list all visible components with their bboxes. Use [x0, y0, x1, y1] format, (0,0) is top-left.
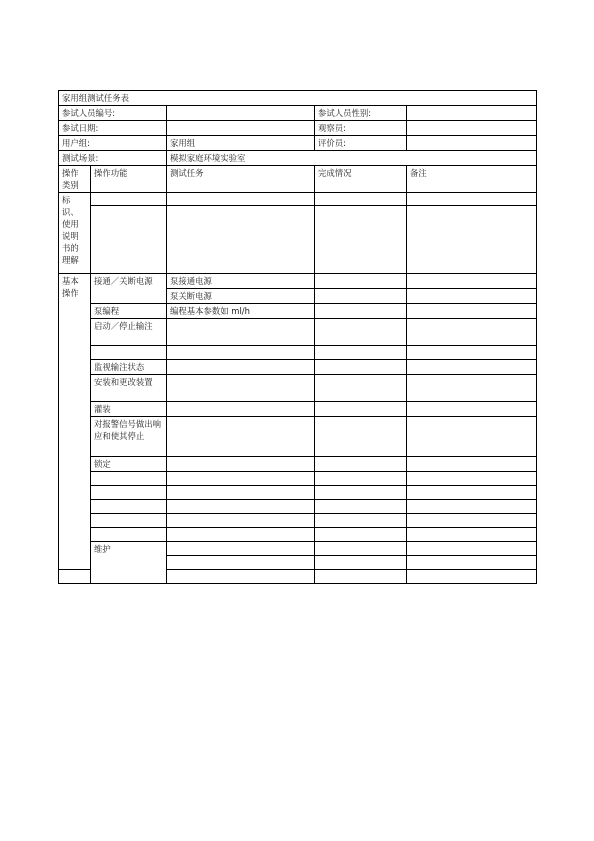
completion-cell[interactable]	[315, 472, 407, 486]
completion-cell[interactable]	[315, 319, 407, 346]
remarks-cell[interactable]	[407, 472, 537, 486]
remarks-cell[interactable]	[407, 457, 537, 472]
task-cell[interactable]	[167, 472, 315, 486]
evaluator-label: 评价员:	[315, 136, 407, 151]
scene-label: 测试场景:	[59, 151, 167, 166]
completion-cell[interactable]	[315, 304, 407, 319]
section-basic-ops: 基本操作	[59, 274, 91, 570]
participant-id-field[interactable]	[167, 106, 315, 121]
user-group-value: 家用组	[167, 136, 315, 151]
completion-cell[interactable]	[315, 417, 407, 457]
completion-cell[interactable]	[315, 500, 407, 514]
function-power: 接通／关断电源	[91, 274, 167, 304]
completion-cell[interactable]	[315, 360, 407, 375]
function-cell[interactable]	[59, 570, 91, 584]
task-cell[interactable]	[167, 402, 315, 417]
task-cell[interactable]	[167, 417, 315, 457]
completion-cell[interactable]	[315, 486, 407, 500]
column-header-remarks: 备注	[407, 166, 537, 193]
task-cell[interactable]	[315, 556, 407, 570]
remarks-cell[interactable]	[407, 375, 537, 402]
remarks-cell[interactable]	[407, 402, 537, 417]
function-cell[interactable]	[91, 486, 167, 500]
remarks-cell[interactable]	[407, 486, 537, 500]
task-cell[interactable]	[167, 319, 315, 346]
remarks-cell[interactable]	[407, 360, 537, 375]
test-date-field[interactable]	[167, 121, 315, 136]
function-programming: 泵编程	[91, 304, 167, 319]
remarks-cell[interactable]	[407, 417, 537, 457]
remarks-cell[interactable]	[407, 206, 537, 274]
function-cell[interactable]	[91, 472, 167, 486]
function-cell[interactable]	[91, 528, 167, 542]
task-cell[interactable]	[167, 457, 315, 472]
completion-cell[interactable]	[315, 528, 407, 542]
task-cell[interactable]	[167, 514, 315, 528]
function-cell[interactable]	[91, 346, 167, 360]
task-cell[interactable]	[315, 542, 407, 556]
task-cell[interactable]	[167, 206, 315, 274]
task-cell[interactable]	[167, 570, 315, 584]
column-header-category: 操作类别	[59, 166, 91, 193]
remarks-cell[interactable]	[407, 289, 537, 304]
function-lock: 锁定	[91, 457, 167, 472]
remarks-cell[interactable]	[407, 514, 537, 528]
task-cell[interactable]	[167, 500, 315, 514]
form-title: 家用组测试任务表	[59, 91, 537, 106]
test-task-form	[58, 90, 537, 584]
evaluator-field[interactable]	[407, 136, 537, 151]
remarks-cell[interactable]	[407, 304, 537, 319]
function-cell[interactable]	[91, 193, 167, 206]
completion-cell[interactable]	[315, 375, 407, 402]
participant-id-label: 参试人员编号:	[59, 106, 167, 121]
completion-cell[interactable]	[315, 402, 407, 417]
completion-cell[interactable]	[315, 570, 407, 584]
observer-label: 观察员:	[315, 121, 407, 136]
section-maintenance: 维护	[91, 542, 167, 584]
task-cell[interactable]	[167, 360, 315, 375]
function-cell[interactable]	[167, 556, 315, 570]
user-group-label: 用户组:	[59, 136, 167, 151]
section-labeling: 标识、使用说明书的理解	[59, 193, 91, 274]
remarks-cell[interactable]	[407, 274, 537, 289]
participant-gender-field[interactable]	[407, 106, 537, 121]
task-cell[interactable]	[167, 528, 315, 542]
completion-cell[interactable]	[407, 542, 537, 556]
function-cell[interactable]	[167, 542, 315, 556]
column-header-task: 测试任务	[167, 166, 315, 193]
test-date-label: 参试日期:	[59, 121, 167, 136]
function-install: 安装和更改装置	[91, 375, 167, 402]
task-cell[interactable]	[167, 346, 315, 360]
task-cell[interactable]	[167, 193, 315, 206]
remarks-cell[interactable]	[407, 193, 537, 206]
task-program-params: 编程基本参数如 ml/h	[167, 304, 315, 319]
participant-gender-label: 参试人员性别:	[315, 106, 407, 121]
function-alarm: 对报警信号做出响应和使其停止	[91, 417, 167, 457]
function-fill: 灌装	[91, 402, 167, 417]
remarks-cell[interactable]	[407, 500, 537, 514]
remarks-cell[interactable]	[407, 319, 537, 346]
column-header-completion: 完成情况	[315, 166, 407, 193]
task-pump-off: 泵关断电源	[167, 289, 315, 304]
remarks-cell[interactable]	[407, 570, 537, 584]
function-monitor: 监视输注状态	[91, 360, 167, 375]
task-pump-on: 泵接通电源	[167, 274, 315, 289]
column-header-function: 操作功能	[91, 166, 167, 193]
completion-cell[interactable]	[315, 346, 407, 360]
function-cell[interactable]	[91, 500, 167, 514]
task-cell[interactable]	[167, 486, 315, 500]
completion-cell[interactable]	[407, 556, 537, 570]
remarks-cell[interactable]	[407, 346, 537, 360]
completion-cell[interactable]	[315, 289, 407, 304]
completion-cell[interactable]	[315, 193, 407, 206]
completion-cell[interactable]	[315, 274, 407, 289]
function-cell[interactable]	[91, 514, 167, 528]
task-cell[interactable]	[167, 375, 315, 402]
function-start-stop: 启动／停止输注	[91, 319, 167, 346]
completion-cell[interactable]	[315, 206, 407, 274]
function-cell[interactable]	[91, 206, 167, 274]
completion-cell[interactable]	[315, 514, 407, 528]
completion-cell[interactable]	[315, 457, 407, 472]
observer-field[interactable]	[407, 121, 537, 136]
scene-value: 模拟家庭环境实验室	[167, 151, 537, 166]
remarks-cell[interactable]	[407, 528, 537, 542]
